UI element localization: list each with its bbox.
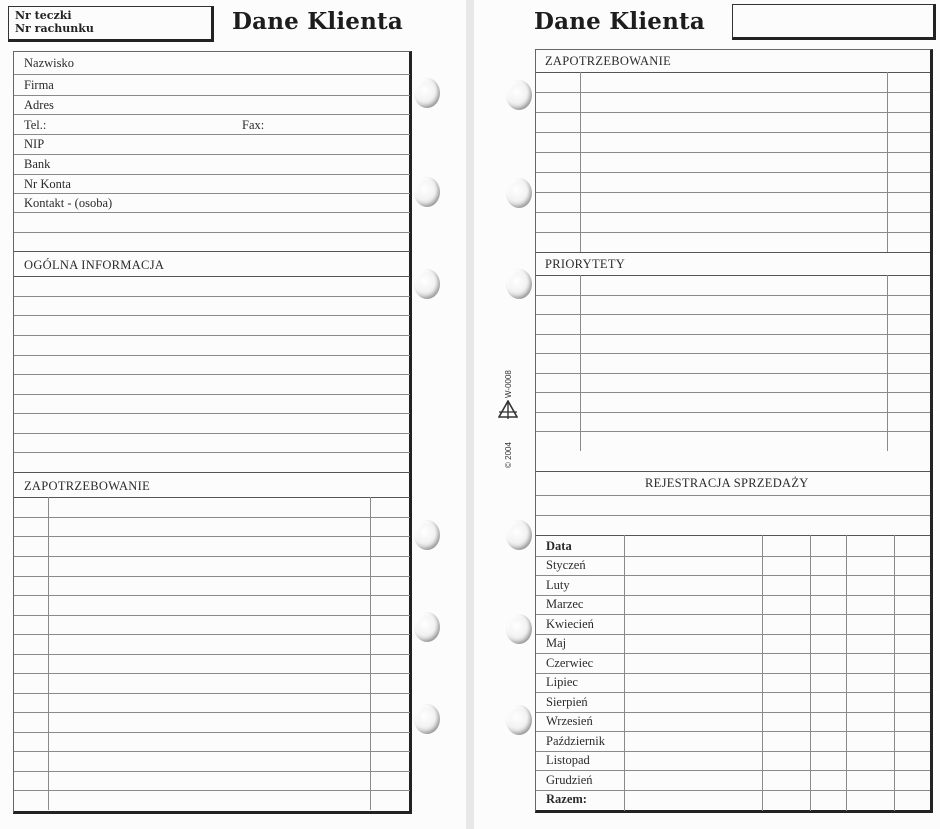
form-code-text: W-0008 [504, 370, 513, 398]
priorities-header: PRIORYTETY [545, 257, 626, 271]
account-number-label: Nr rachunku [15, 22, 94, 35]
binder-hole [414, 177, 440, 207]
binder-hole [414, 612, 440, 642]
month-label: Marzec [546, 597, 584, 611]
id-box [8, 6, 214, 42]
month-label: Maj [546, 636, 567, 650]
id-box-right [732, 4, 936, 40]
binder-hole [506, 705, 532, 735]
nip-label: NIP [24, 137, 45, 151]
month-label: Październik [546, 734, 606, 748]
folder-number-label: Nr teczki [15, 9, 72, 22]
binder-hole [506, 178, 532, 208]
binder-hole [506, 614, 532, 644]
phone-label: Tel.: [24, 118, 47, 132]
month-label: Czerwiec [546, 656, 594, 670]
address-label: Adres [24, 98, 54, 112]
page-title: Dane Klienta [232, 8, 403, 35]
sales-total-label: Razem: [546, 792, 587, 806]
needs-header-left: ZAPOTRZEBOWANIE [24, 479, 151, 493]
binder-hole [506, 520, 532, 550]
publisher-logo-icon [498, 400, 518, 420]
month-label: Wrzesień [546, 714, 593, 728]
general-info-header: OGÓLNA INFORMACJA [24, 258, 165, 272]
month-label: Sierpień [546, 695, 588, 709]
month-label: Lipiec [546, 675, 578, 689]
account-label: Nr Konta [24, 177, 71, 191]
month-label: Kwiecień [546, 617, 594, 631]
binder-hole [414, 78, 440, 108]
month-label: Luty [546, 578, 570, 592]
fax-label: Fax: [242, 118, 265, 132]
sales-header: REJESTRACJA SPRZEDAŻY [645, 476, 809, 490]
month-label: Grudzień [546, 773, 593, 787]
right-page [474, 0, 940, 829]
month-label: Listopad [546, 753, 590, 767]
month-label: Styczeń [546, 558, 586, 572]
binder-hole [414, 520, 440, 550]
company-label: Firma [24, 78, 54, 92]
binder-hole [506, 80, 532, 110]
needs-header-right: ZAPOTRZEBOWANIE [545, 54, 672, 68]
page-title-right: Dane Klienta [534, 8, 705, 35]
page-gap [466, 0, 474, 829]
left-page [0, 0, 466, 829]
contact-label: Kontakt - (osoba) [24, 196, 113, 210]
copyright-text: © 2004 [504, 442, 513, 468]
sales-date-header: Data [546, 539, 572, 553]
binder-hole [506, 269, 532, 299]
surname-label: Nazwisko [24, 56, 74, 70]
bank-label: Bank [24, 157, 51, 171]
binder-hole [414, 269, 440, 299]
binder-hole [414, 704, 440, 734]
